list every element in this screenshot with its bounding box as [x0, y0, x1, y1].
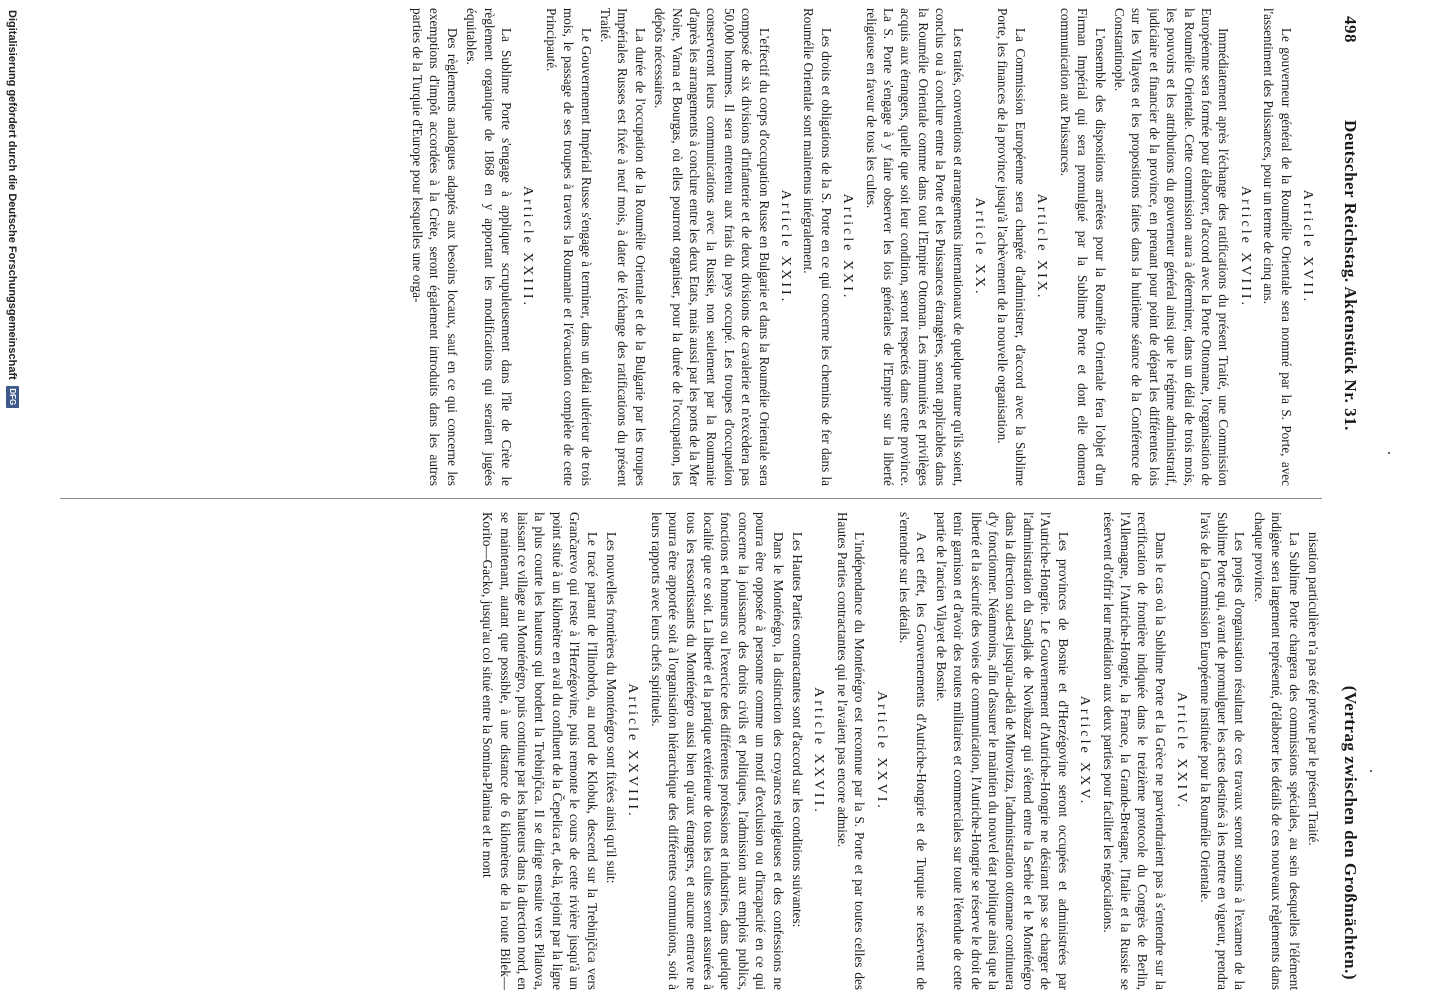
article-paragraph: Le Gouvernement Impérial Russe s'engage à terminer, dans un délai ultérieur de trois mois, le passage de ses troupes à travers la Roumanie et l'évacuation complète de cette Principauté. — [543, 8, 594, 486]
scan-speck — [1388, 452, 1390, 454]
article-paragraph: Des règlements analogues adaptés aux besoins locaux, sauf en ce qui concerne les exemptions d'impôt accordées à la Crète, seront également introduits dans les autres parties de la Turquie d'Europe pour lesquelles une orga- — [409, 8, 460, 486]
article-heading: Article XVIII. — [1237, 185, 1253, 309]
article-heading: Article XXIV. — [1174, 691, 1190, 811]
article-paragraph: L'ensemble des dispositions arrêtées pour la Roumélie Orientale fera l'objet d'un Firman Impérial qui sera promulgué par la Sublime Porte et dont elle donnera communication aux Puissances. — [1057, 8, 1108, 486]
article-heading: Article XXVI. — [873, 691, 889, 811]
article-paragraph: A cet effet, les Gouvernements d'Autriche-Hongrie et de Turquie se réservent de s'entendre sur les détails. — [897, 512, 930, 990]
article-paragraph: Les droits et obligations de la S. Porte en ce qui concerne les chemins de fer dans la Roumélie Orientale sont maintenus intégralement. — [801, 8, 834, 486]
article-heading: Article XX. — [972, 197, 988, 297]
article-heading: Article XVII. — [1300, 189, 1315, 305]
scan-speck — [1370, 770, 1372, 772]
article-heading: Article XXVIII. — [625, 683, 641, 819]
article-paragraph: La Sublime Porte chargera des commissions spéciales, au sein desquelles l'élément indigène sera largement représenté, d'élaborer les détails de ces nouveaux règlements dans chaque province. — [1251, 512, 1302, 990]
article-paragraph: Les nouvelles frontières du Monténégro sont fixées ainsi qu'il suit: — [603, 532, 619, 884]
right-column — [60, 512, 1322, 990]
article-heading: Article XXII. — [778, 189, 794, 305]
article-paragraph: Le tracé partant de l'Ilinobrdo, au nord de Klobuk, descend sur la Trebinjčica vers Grančarevo qui reste à l'Herzégovine, puis remonte le cours de cette rivière jusqu'à un point situé à un kilomètre en aval du confluent de la Čepelica et, de-là, rejoint par la ligne la plus courte les hauteurs qui bordent la Trebinjčica. Il se dirige ensuite vers Pilatova, laissant ce village au Monténégro, puis continue par les hauteurs dans la direction nord, en se maintenant, autant que possible, à une distance de 6 kilomètres de la route Bilek—Korito—Gacko, jusqu'au col situé entre la Somina-Planina et le mont — [480, 512, 600, 990]
credit-text: Digitalisierung gefördert durch die Deutsche Forschungsgemeinschaft — [6, 10, 19, 380]
article-paragraph: Les projets d'organisation résultant de ces travaux seront soumis à l'examen de la Sublime Porte qui, avant de promulguer les actes destinés à les mettre en vigueur, prendra l'avis de la Commission Européenne instituée pour la Roumélie Orientale. — [1197, 512, 1248, 990]
article-paragraph: La Commission Européenne sera chargée d'administrer, d'accord avec la Sublime Porte, les finances de la province jusqu'à l'achèvement de la nouvelle organisation. — [995, 8, 1028, 486]
page-number: 498 — [1341, 16, 1360, 43]
digitization-credit — [6, 10, 19, 408]
article-paragraph: Les provinces de Bosnie et d'Herzégovine seront occupées et administrées par l'Autriche-Hongrie. Le Gouvernement d'Autriche-Hongrie ne désirant pas se charger de l'administration du Sandjak de Novibazar qui s'étend entre la Serbie et le Monténégro dans la direction sud-est jusqu'au-delà de Mitrovitza, l'administration ottomane continuera d'y fonctionner. Néanmoins, afin d'assurer le maintien du nouvel état politique ainsi que la liberté et la sécurité des voies de communication, l'Autriche-Hongrie se réserve le droit de tenir garnison et d'avoir des routes militaires et commerciales sur toute l'étendue de cette partie de l'ancien Vilayet de Bosnie. — [933, 512, 1071, 990]
column-divider — [60, 498, 1322, 499]
article-paragraph: Dans le Monténégro, la distinction des croyances religieuses et des confessions ne pourra être opposée à personne comme un motif d'exclusion ou d'incapacité en ce qui concerne la jouissance des droits civils et politiques, l'admission aux emplois publics, fonctions et honneurs ou l'exercice des différentes professions et industries, dans quelque localité que ce soit. La liberté et la pratique extérieure de tous les cultes seront assurées à tous les ressortissants du Monténégro aussi bien qu'aux étrangers, et aucune entrave ne pourra être apportée soit à l'organisation hiérarchique des différentes communions, soit à leurs rapports avec leurs chefs spirituels. — [648, 512, 786, 990]
article-paragraph: Le gouverneur général de la Roumélie Orientale sera nommé par la S. Porte, avec l'assentiment des Puissances, pour un terme de cinq ans. — [1261, 8, 1294, 486]
running-subtitle: (Vertrag zwischen den Großmächten.) — [1341, 685, 1360, 980]
article-heading: Article XXV. — [1077, 695, 1093, 807]
article-paragraph: Les Hautes Parties contractantes sont d'accord sur les conditions suivantes: — [790, 532, 806, 928]
page-header — [1332, 10, 1360, 990]
dfg-logo: DFG — [6, 386, 19, 408]
article-paragraph: Dans le cas où la Sublime Porte et la Grèce ne parviendraient pas à s'entendre sur la rectification de frontière indiquée dans le treizième protocole du Congrès de Berlin, l'Allemagne, l'Autriche-Hongrie, la France, la Grande-Bretagne, l'Italie et la Russie se réservent d'offrir leur médiation aux deux parties pour faciliter les négociations. — [1100, 512, 1168, 990]
article-heading: Article XXIII. — [520, 185, 536, 309]
article-heading: Article XXI. — [840, 193, 856, 301]
left-column — [60, 8, 1322, 486]
article-paragraph: nisation particulière n'a pas été prévue par le présent Traité. — [1306, 532, 1321, 846]
article-paragraph: La durée de l'occupation de la Roumélie Orientale et de la Bulgarie par les troupes Impériales Russes est fixée à neuf mois, à dater de l'échange des ratifications du présent Traité. — [597, 8, 648, 486]
running-title: Deutscher Reichstag. Aktenstück Nr. 31. — [1341, 120, 1360, 431]
article-heading: Article XXVII. — [811, 687, 827, 815]
article-paragraph: Immédiatement après l'échange des ratifications du présent Traité, une Commission Européenne sera formée pour élaborer, d'accord avec la Porte Ottomane, l'organisation de la Roumélie Orientale. Cette commission aura à déterminer, dans un délai de trois mois, les pouvoirs et les attributions du gouverneur général ainsi que le régime administratif, judiciaire et financier de la province, en prenant pour point de départ les différentes lois sur les Vilayets et les propositions faites dans la huitième séance de la Conférence de Constantinople. — [1111, 8, 1232, 486]
article-paragraph: Les traités, conventions et arrangements internationaux de quelque nature qu'ils soient, conclus ou à conclure entre la Porte et les Puissances étrangères, seront applicables dans la Roumélie Orientale comme dans tout l'Empire Ottoman. Les immunités et privilèges acquis aux étrangers, quelle que soit leur condition, seront respectés dans cette province. La S. Porte s'engage à y faire observer les lois générales de l'Empire sur la liberté religieuse en faveur de tous les cultes. — [863, 8, 966, 486]
article-paragraph: La Sublime Porte s'engage à appliquer scrupuleusement dans l'île de Crète le règlement organique de 1868 en y apportant les modifications qui seraient jugées équitables. — [464, 8, 514, 486]
article-paragraph: L'effectif du corps d'occupation Russe en Bulgarie et dans la Roumélie Orientale sera composé de six divisions d'infanterie et de deux divisions de cavalerie et n'excèdera pas 50,000 hommes. Il sera entretenu aux frais du pays occupé. Les troupes d'occupation conserveront leurs communications avec la Russie, non seulement par la Roumanie d'après les arrangements à conclure entre les deux Etats, mais aussi par les ports de la Mer Noire, Varna et Bourgas, où elles pourront organiser, pour la durée de l'occupation, les dépôts nécessaires. — [652, 8, 772, 486]
article-heading: Article XIX. — [1034, 193, 1050, 301]
article-paragraph: L'indépendance du Monténégro est reconnue par la S. Porte et par toutes celles des Hautes Parties contractantes qui ne l'avaient pas encore admise. — [834, 512, 868, 990]
